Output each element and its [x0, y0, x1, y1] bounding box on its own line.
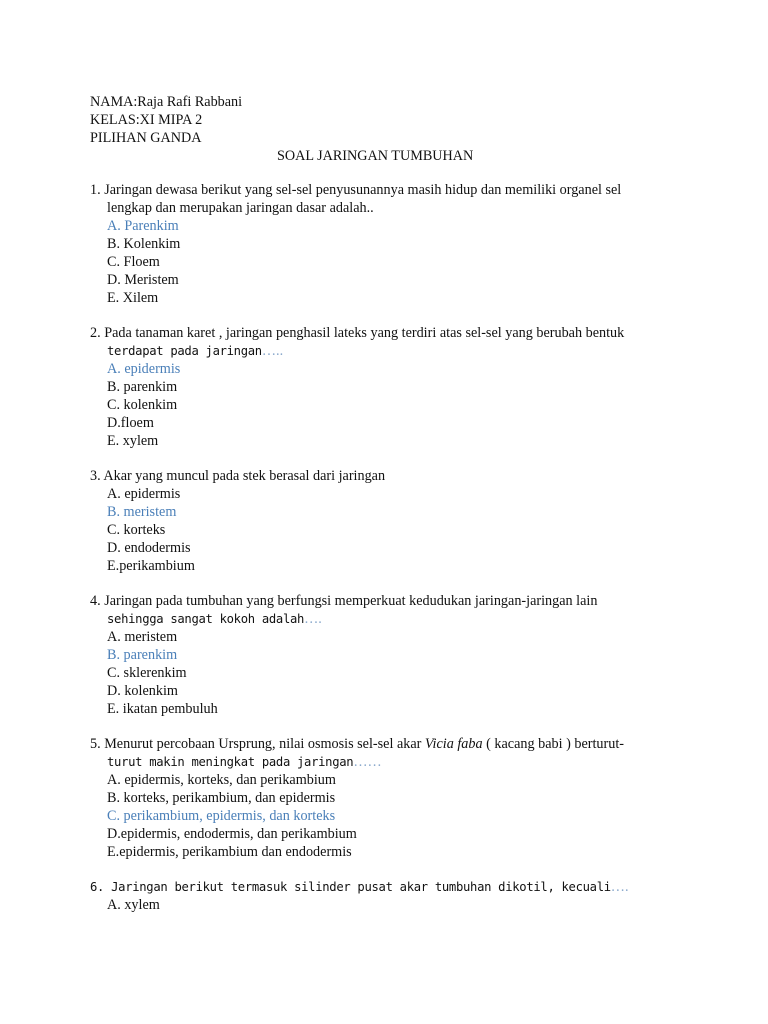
- student-class: KELAS:XI MIPA 2: [90, 112, 203, 128]
- question-1-text: 1. Jaringan dewasa berikut yang sel-sel penyusunannya masih hidup dan memiliki organel sel: [90, 182, 622, 198]
- question-3-option-a: A. epidermis: [107, 486, 181, 502]
- question-2-option-b: B. parenkim: [107, 379, 178, 395]
- question-2-option-c: C. kolenkim: [107, 397, 178, 413]
- question-4-option-b: B. parenkim: [107, 647, 178, 663]
- question-1-option-e: E. Xilem: [107, 290, 159, 306]
- question-3-option-b: B. meristem: [107, 504, 177, 520]
- document-title: SOAL JARINGAN TUMBUHAN: [277, 148, 474, 164]
- question-1-option-c: C. Floem: [107, 254, 160, 270]
- question-2-text-cont: terdapat pada jaringan…..: [107, 343, 284, 359]
- question-1-text-cont: lengkap dan merupakan jaringan dasar adalah..: [107, 200, 374, 216]
- question-6-text: 6. Jaringan berikut termasuk silinder pusat akar tumbuhan dikotil, kecuali….: [90, 879, 629, 895]
- question-3-option-d: D. endodermis: [107, 540, 191, 556]
- question-5-option-b: B. korteks, perikambium, dan epidermis: [107, 790, 336, 806]
- question-4-option-d: D. kolenkim: [107, 683, 178, 699]
- question-3-option-e: E.perikambium: [107, 558, 195, 574]
- question-5-option-a: A. epidermis, korteks, dan perikambium: [107, 772, 336, 788]
- question-4-option-a: A. meristem: [107, 629, 178, 645]
- question-2-option-e: E. xylem: [107, 433, 159, 449]
- question-3-text: 3. Akar yang muncul pada stek berasal dari jaringan: [90, 468, 386, 484]
- question-5-option-d: D.epidermis, endodermis, dan perikambium: [107, 826, 357, 842]
- question-5-text: 5. Menurut percobaan Ursprung, nilai osmosis sel-sel akar Vicia faba ( kacang babi ) berturut-: [90, 736, 624, 752]
- question-2-option-a: A. epidermis: [107, 361, 181, 377]
- question-1-option-b: B. Kolenkim: [107, 236, 181, 252]
- question-2-text: 2. Pada tanaman karet , jaringan penghasil lateks yang terdiri atas sel-sel yang berubah bentuk: [90, 325, 625, 341]
- question-1-option-d: D. Meristem: [107, 272, 179, 288]
- question-5-text-cont: turut makin meningkat pada jaringan……: [107, 754, 382, 770]
- question-4-text-cont: sehingga sangat kokoh adalah….: [107, 611, 322, 627]
- question-6-option-a: A. xylem: [107, 897, 160, 913]
- section-label: PILIHAN GANDA: [90, 130, 202, 146]
- question-5-option-c: C. perikambium, epidermis, dan korteks: [107, 808, 336, 824]
- question-4-option-c: C. sklerenkim: [107, 665, 187, 681]
- question-2-option-d: D.floem: [107, 415, 154, 431]
- question-3-option-c: C. korteks: [107, 522, 166, 538]
- question-4-text: 4. Jaringan pada tumbuhan yang berfungsi memperkuat kedudukan jaringan-jaringan lain: [90, 593, 598, 609]
- question-1-option-a: A. Parenkim: [107, 218, 179, 234]
- question-4-option-e: E. ikatan pembuluh: [107, 701, 218, 717]
- question-5-option-e: E.epidermis, perikambium dan endodermis: [107, 844, 352, 860]
- student-name: NAMA:Raja Rafi Rabbani: [90, 94, 243, 110]
